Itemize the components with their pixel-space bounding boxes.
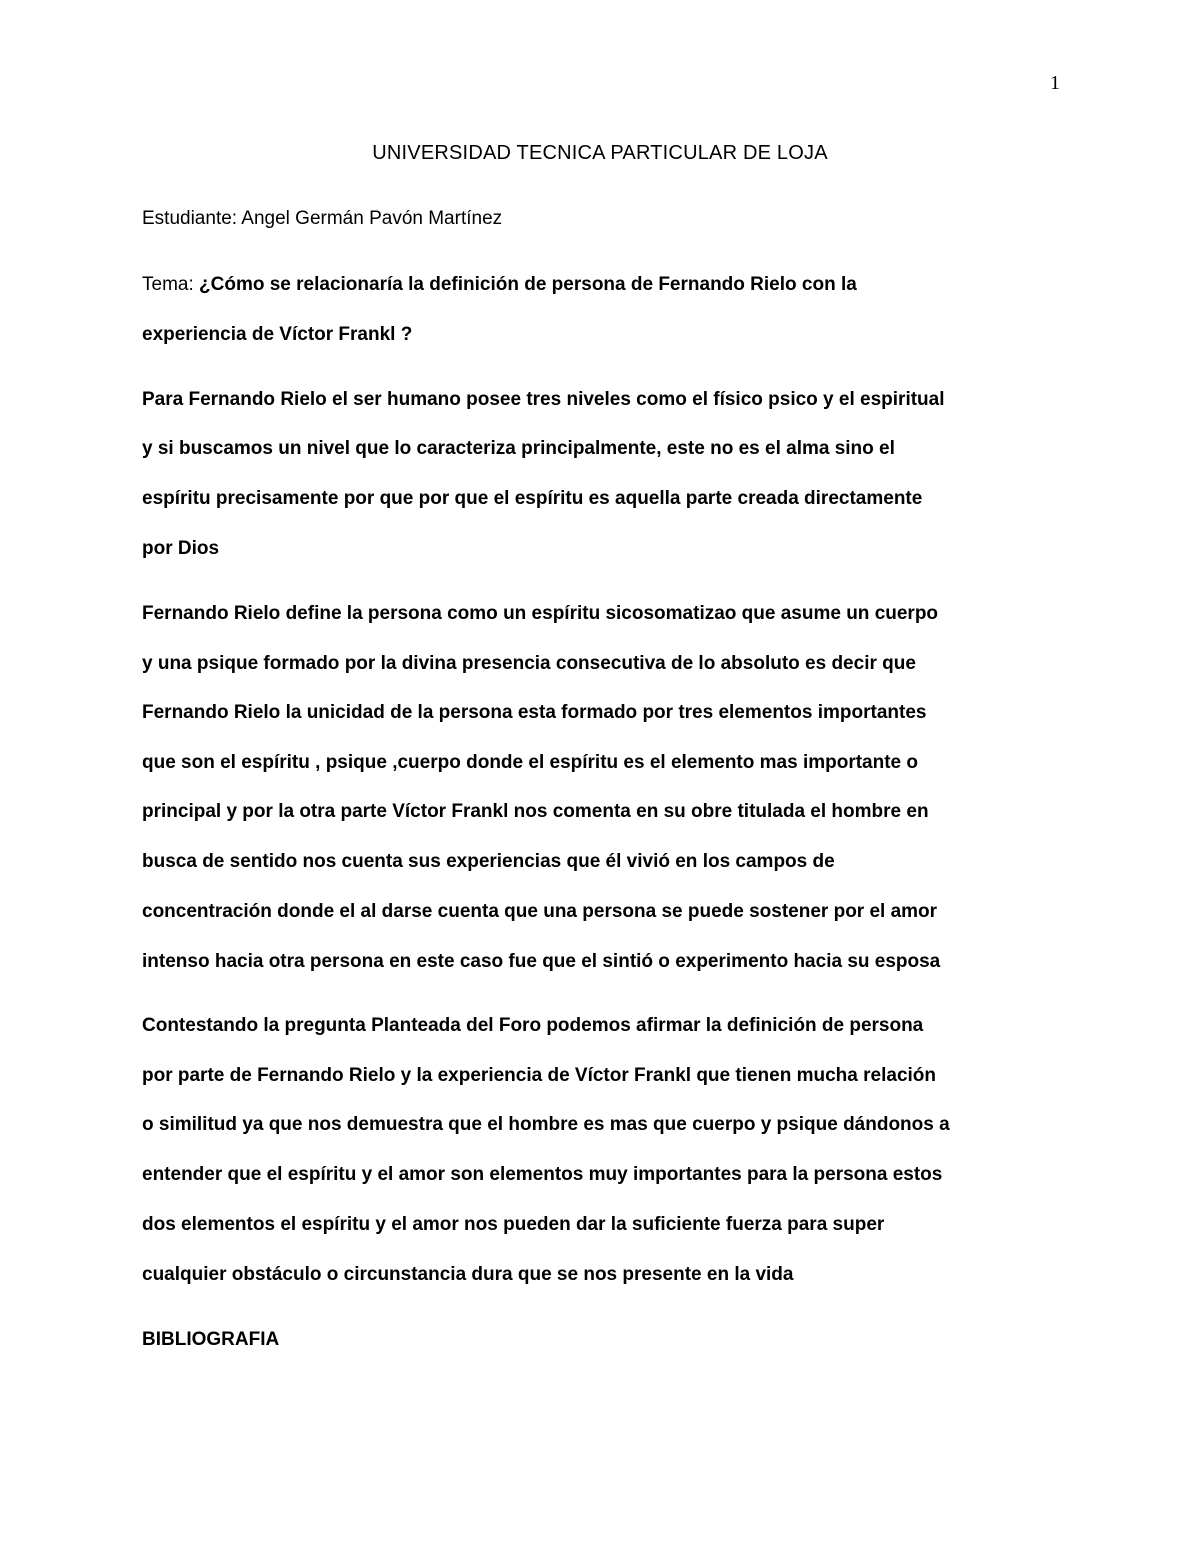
paragraph-3-line: o similitud ya que nos demuestra que el hombre es mas que cuerpo y psique dándonos a [142,1114,950,1135]
paragraph-2-line: concentración donde el al darse cuenta que una persona se puede sostener por el amor [142,901,938,922]
topic-line-1 [142,274,857,296]
paragraph-2-line: y una psique formado por la divina presencia consecutiva de lo absoluto es decir que [142,653,916,674]
paragraph-2-line: Fernando Rielo define la persona como un espíritu sicosomatizao que asume un cuerpo [142,603,939,624]
paragraph-3-line: por parte de Fernando Rielo y la experiencia de Víctor Frankl que tienen mucha relación [142,1065,937,1086]
paragraph-3-line: cualquier obstáculo o circunstancia dura que se nos presente en la vida [142,1264,794,1285]
paragraph-2-line: busca de sentido nos cuenta sus experiencias que él vivió en los campos de [142,851,835,872]
paragraph-2-line: intenso hacia otra persona en este caso fue que el sintió o experimento hacia su esposa [142,951,941,972]
paragraph-3-line: Contestando la pregunta Planteada del Foro podemos afirmar la definición de persona [142,1015,924,1036]
paragraph-1-line: y si buscamos un nivel que lo caracteriza principalmente, este no es el alma sino el [142,438,895,459]
paragraph-2-line: principal y por la otra parte Víctor Frankl nos comenta en su obre titulada el hombre en [142,801,929,822]
page-number: 1 [1050,72,1060,94]
student-line: Estudiante: Angel Germán Pavón Martínez [142,208,503,229]
topic-label: Tema: [142,274,200,295]
topic-text-1: ¿Cómo se relacionaría la definición de persona de Fernando Rielo con la [199,274,857,295]
paragraph-1-line: por Dios [142,538,220,559]
paragraph-1-line: Para Fernando Rielo el ser humano posee tres niveles como el físico psico y el espiritual [142,389,945,410]
paragraph-2-line: Fernando Rielo la unicidad de la persona esta formado por tres elementos importantes [142,702,927,723]
paragraph-3-line: dos elementos el espíritu y el amor nos pueden dar la suficiente fuerza para super [142,1214,885,1235]
document-title: UNIVERSIDAD TECNICA PARTICULAR DE LOJA [372,142,828,164]
paragraph-3-line: entender que el espíritu y el amor son elementos muy importantes para la persona estos [142,1164,943,1185]
bibliography-heading: BIBLIOGRAFIA [142,1329,280,1350]
paragraph-2-line: que son el espíritu , psique ,cuerpo donde el espíritu es el elemento mas importante o [142,752,919,773]
topic-line-2: experiencia de Víctor Frankl ? [142,324,413,345]
paragraph-1-line: espíritu precisamente por que por que el espíritu es aquella parte creada directamente [142,488,923,509]
